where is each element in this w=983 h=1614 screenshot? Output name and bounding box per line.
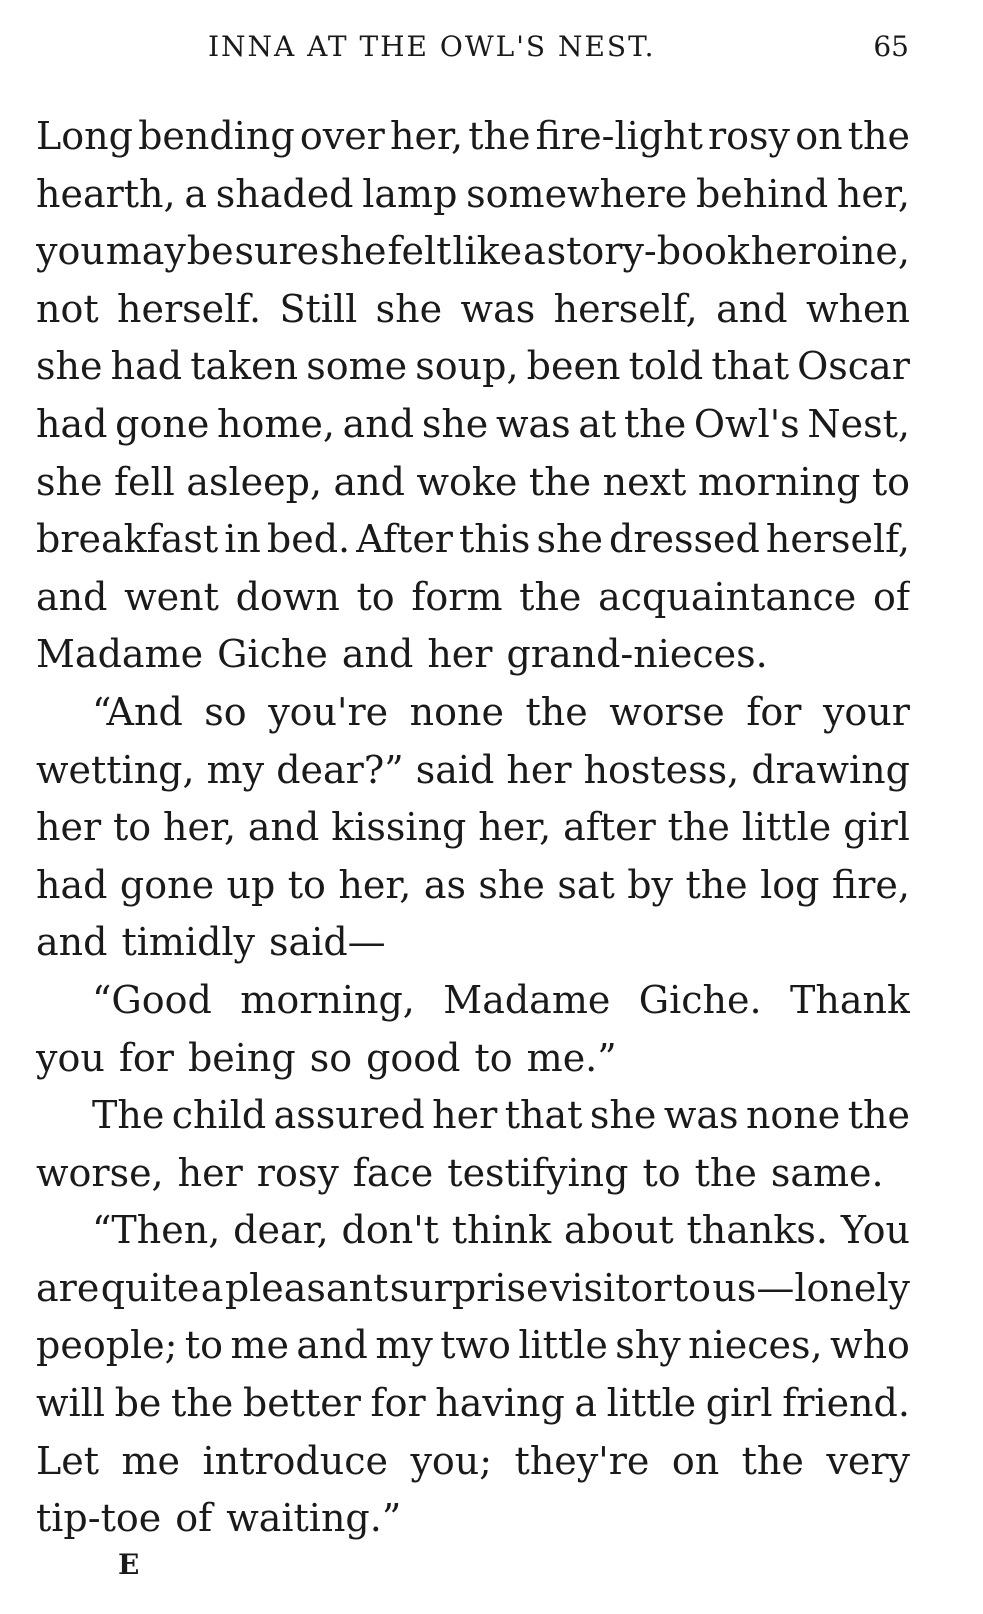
word: she xyxy=(536,517,603,562)
word: her, xyxy=(478,805,552,850)
word: to xyxy=(356,574,395,619)
word: the xyxy=(468,114,531,158)
word: fell xyxy=(113,459,175,504)
text-line xyxy=(36,972,910,1030)
word: You xyxy=(840,1208,910,1253)
word: to xyxy=(871,459,910,504)
word: dear?” xyxy=(276,747,404,792)
word: same. xyxy=(770,1150,884,1195)
word: the xyxy=(528,459,592,504)
text-line xyxy=(36,1490,910,1548)
word: the xyxy=(741,1438,804,1483)
word: at xyxy=(578,401,617,446)
word: be xyxy=(114,1381,162,1426)
word: hostess, xyxy=(583,747,740,792)
word: morning xyxy=(697,459,861,504)
word: gone xyxy=(119,862,215,907)
word: little xyxy=(741,805,832,850)
word: Madame xyxy=(443,977,611,1022)
word: as xyxy=(423,862,466,907)
word: you xyxy=(36,229,105,274)
text-line xyxy=(36,1145,910,1203)
word: none xyxy=(409,689,504,734)
page-number: 65 xyxy=(873,30,909,63)
word: little xyxy=(606,1381,697,1426)
word: don't xyxy=(341,1208,439,1253)
word: you; xyxy=(410,1438,493,1483)
word: lamp xyxy=(362,171,458,216)
word: are xyxy=(36,1265,100,1310)
word: rosy xyxy=(256,1150,339,1195)
word: us—lonely xyxy=(712,1265,910,1310)
word: a xyxy=(200,1265,224,1310)
text-line xyxy=(36,1087,910,1145)
word: some xyxy=(306,344,408,389)
text-line xyxy=(36,511,910,569)
word: asleep, xyxy=(186,459,323,504)
word: next xyxy=(602,459,687,504)
word: shaded xyxy=(215,171,354,216)
word: that xyxy=(711,344,789,389)
word: so xyxy=(309,1035,353,1080)
word: she xyxy=(421,401,489,446)
word: her, xyxy=(338,862,412,907)
word: worse, xyxy=(36,1150,164,1195)
text-line xyxy=(36,857,910,915)
word: me.” xyxy=(526,1035,617,1080)
word: and xyxy=(36,920,108,965)
word: they're xyxy=(514,1438,650,1483)
word: grand-nieces. xyxy=(506,632,768,677)
word: and xyxy=(716,286,788,331)
word: being xyxy=(187,1035,296,1080)
word: hearth, xyxy=(36,171,176,216)
word: a xyxy=(523,229,546,274)
word: introduce xyxy=(202,1438,388,1483)
word: the xyxy=(847,1093,910,1138)
word: me xyxy=(230,1323,289,1368)
word: had xyxy=(36,862,108,907)
word: log xyxy=(760,862,820,907)
word: testifying xyxy=(447,1150,629,1195)
word: having xyxy=(435,1381,565,1426)
word: assured xyxy=(273,1093,425,1138)
word: down xyxy=(235,574,340,619)
word: and xyxy=(36,574,108,619)
text-line xyxy=(36,1030,910,1088)
word: when xyxy=(805,286,910,331)
word: people; xyxy=(36,1323,178,1368)
word: gone xyxy=(115,401,210,446)
word: bed. xyxy=(266,517,351,562)
word: she xyxy=(375,286,443,331)
word: she xyxy=(36,459,103,504)
word: The xyxy=(92,1093,165,1138)
word: like xyxy=(452,229,523,274)
word: bending xyxy=(138,114,295,158)
text-line xyxy=(36,1202,910,1260)
word: felt xyxy=(387,229,452,274)
word: to xyxy=(184,1323,224,1368)
text-line xyxy=(36,396,910,454)
word: said xyxy=(415,747,495,792)
word: for xyxy=(746,689,802,734)
text-line xyxy=(36,223,910,281)
word: tip-toe xyxy=(36,1496,162,1541)
word: her xyxy=(177,1150,243,1195)
word: she xyxy=(36,344,103,389)
word: dear, xyxy=(233,1208,329,1253)
word: was xyxy=(663,1093,739,1138)
word: about xyxy=(564,1208,674,1253)
word: soup, xyxy=(415,344,519,389)
text-line xyxy=(36,799,910,857)
word: you xyxy=(36,1035,105,1080)
word: her xyxy=(506,747,572,792)
word: her, xyxy=(390,114,464,158)
word: her xyxy=(427,632,493,677)
word: that xyxy=(504,1093,583,1138)
word: Still xyxy=(279,286,358,331)
word: had xyxy=(36,401,108,446)
word: sure xyxy=(234,229,320,274)
text-line xyxy=(36,1317,910,1375)
word: the xyxy=(519,574,582,619)
text-line xyxy=(36,914,910,972)
text-line xyxy=(36,742,910,800)
text-line xyxy=(36,1375,910,1433)
word: rosy xyxy=(708,114,791,158)
word: her, xyxy=(163,805,237,850)
text-line xyxy=(36,108,910,166)
word: nieces, xyxy=(688,1323,823,1368)
word: girl xyxy=(843,805,910,850)
word: to xyxy=(474,1035,513,1080)
word: wetting, xyxy=(36,747,195,792)
word: not xyxy=(36,286,99,331)
word: she xyxy=(320,229,387,274)
word: “Then, xyxy=(92,1208,221,1253)
word: went xyxy=(124,574,219,619)
word: may xyxy=(105,229,186,274)
word: of xyxy=(872,574,910,619)
word: think xyxy=(451,1208,552,1253)
word: acquaintance xyxy=(598,574,857,619)
text-line xyxy=(36,281,910,339)
word: the xyxy=(847,114,910,158)
word: your xyxy=(822,689,910,734)
text-line xyxy=(36,684,910,742)
word: two xyxy=(440,1323,511,1368)
word: was xyxy=(495,401,571,446)
word: behind xyxy=(695,171,829,216)
word: Madame xyxy=(36,632,204,677)
word: told xyxy=(628,344,704,389)
word: kissing xyxy=(331,805,467,850)
word: to xyxy=(672,1265,711,1310)
word: the xyxy=(667,805,730,850)
word: herself, xyxy=(765,517,910,562)
word: story-book xyxy=(546,229,750,274)
word: surprise xyxy=(389,1265,549,1310)
word: up xyxy=(226,862,276,907)
word: pleasant xyxy=(224,1265,389,1310)
word: her, xyxy=(836,171,910,216)
word: who xyxy=(830,1323,910,1368)
page-header xyxy=(0,26,983,70)
word: and xyxy=(296,1323,368,1368)
word: fire, xyxy=(831,862,910,907)
word: visitor xyxy=(549,1265,672,1310)
word: be xyxy=(186,229,234,274)
word: thanks. xyxy=(686,1208,828,1253)
word: this xyxy=(459,517,531,562)
word: fire-light xyxy=(535,114,703,158)
word: timidly xyxy=(121,920,256,965)
word: to xyxy=(642,1150,681,1195)
text-line xyxy=(36,338,910,396)
word: none xyxy=(745,1093,841,1138)
word: quite xyxy=(100,1265,200,1310)
word: been xyxy=(526,344,621,389)
word: Owl's xyxy=(693,401,800,446)
word: “And xyxy=(92,689,183,734)
word: and xyxy=(342,401,415,446)
word: will xyxy=(36,1381,105,1426)
word: home, xyxy=(217,401,335,446)
text-line xyxy=(36,1433,910,1491)
word: “Good xyxy=(92,977,212,1022)
word: Let xyxy=(36,1438,99,1483)
word: better xyxy=(242,1381,361,1426)
word: waiting.” xyxy=(226,1496,402,1541)
word: in xyxy=(224,517,261,562)
text-line xyxy=(36,626,910,684)
body-text xyxy=(36,108,910,1548)
word: after xyxy=(563,805,656,850)
word: over xyxy=(299,114,385,158)
word: taken xyxy=(190,344,299,389)
word: heroine, xyxy=(750,229,910,274)
word: child xyxy=(171,1093,267,1138)
running-title: INNA AT THE OWL'S NEST. xyxy=(208,30,656,63)
word: good xyxy=(366,1035,461,1080)
word: my xyxy=(206,747,265,792)
word: a xyxy=(574,1381,598,1426)
word: a xyxy=(184,171,207,216)
word: of xyxy=(175,1496,213,1541)
word: for xyxy=(370,1381,426,1426)
word: morning, xyxy=(240,977,415,1022)
word: herself, xyxy=(553,286,698,331)
word: to xyxy=(287,862,326,907)
word: Giche. xyxy=(638,977,762,1022)
word: somewhere xyxy=(466,171,688,216)
word: the xyxy=(685,862,748,907)
word: she xyxy=(589,1093,657,1138)
word: dressed xyxy=(609,517,760,562)
word: and xyxy=(333,459,405,504)
word: drawing xyxy=(751,747,910,792)
word: so xyxy=(204,689,247,734)
text-line xyxy=(36,454,910,512)
word: and xyxy=(247,805,320,850)
word: by xyxy=(627,862,673,907)
word: little xyxy=(518,1323,608,1368)
word: Oscar xyxy=(797,344,910,389)
word: face xyxy=(352,1150,434,1195)
word: Nest, xyxy=(807,401,910,446)
word: the xyxy=(694,1150,757,1195)
word: friend. xyxy=(782,1381,910,1426)
word: sat xyxy=(557,862,615,907)
word: Thank xyxy=(790,977,910,1022)
text-line xyxy=(36,1260,910,1318)
word: the xyxy=(171,1381,234,1426)
text-line xyxy=(36,166,910,224)
word: and xyxy=(341,632,414,677)
word: had xyxy=(110,344,183,389)
word: form xyxy=(411,574,503,619)
word: you're xyxy=(268,689,389,734)
word: her xyxy=(432,1093,498,1138)
word: the xyxy=(525,689,588,734)
word: the xyxy=(623,401,687,446)
word: herself. xyxy=(117,286,262,331)
word: for xyxy=(118,1035,174,1080)
word: After xyxy=(356,517,453,562)
signature-mark: E xyxy=(118,1548,141,1581)
word: very xyxy=(826,1438,910,1483)
word: Giche xyxy=(217,632,328,677)
word: was xyxy=(460,286,536,331)
word: her xyxy=(36,805,102,850)
text-line xyxy=(36,569,910,627)
word: Long xyxy=(36,114,133,158)
word: on xyxy=(795,114,843,158)
word: worse xyxy=(609,689,725,734)
word: to xyxy=(113,805,152,850)
word: she xyxy=(478,862,545,907)
word: shy xyxy=(615,1323,681,1368)
word: woke xyxy=(416,459,518,504)
word: said— xyxy=(269,920,386,965)
word: breakfast xyxy=(36,517,219,562)
word: on xyxy=(671,1438,720,1483)
word: my xyxy=(375,1323,433,1368)
word: girl xyxy=(705,1381,773,1426)
word: me xyxy=(121,1438,180,1483)
